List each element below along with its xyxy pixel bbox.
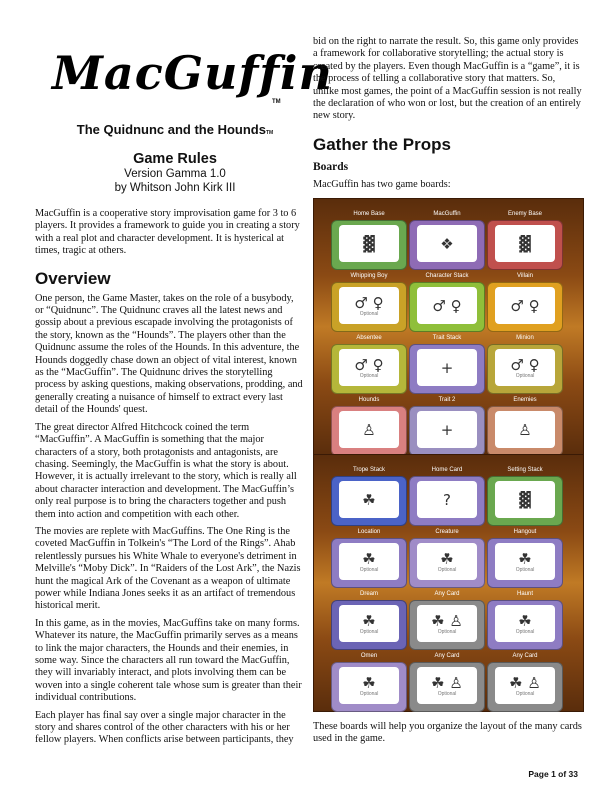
tile-optional-label: Optional bbox=[359, 690, 379, 697]
tile-symbol-icon: ♙ bbox=[362, 420, 376, 439]
tile-card-slot bbox=[339, 287, 399, 324]
tile-card-slot bbox=[495, 605, 555, 642]
tile-card-slot bbox=[339, 225, 399, 262]
tile-label: Hangout bbox=[513, 529, 537, 535]
tile-card-slot bbox=[417, 543, 477, 580]
tile-label: Omen bbox=[360, 653, 378, 659]
tile-card-slot bbox=[339, 349, 399, 386]
tile-optional-label: Optional bbox=[359, 372, 379, 379]
board-tile bbox=[409, 335, 485, 394]
tile-label: Dream bbox=[359, 591, 378, 597]
tile-card-slot bbox=[495, 667, 555, 704]
tile-label: Any Card bbox=[512, 653, 538, 659]
tile-label: Any Card bbox=[434, 653, 460, 659]
board-tile bbox=[487, 335, 563, 394]
board-tile bbox=[487, 529, 563, 588]
tile-card-slot bbox=[495, 349, 555, 386]
tile-card-slot bbox=[495, 481, 555, 518]
props-heading: Gather the Props bbox=[313, 134, 451, 154]
tile-label: Enemies bbox=[513, 397, 537, 403]
board-tile bbox=[409, 211, 485, 270]
overview-paragraph: The great director Alfred Hitchcock coined the term “MacGuffin”. A MacGuffin is something that the major characters of a story, both protagonists and antagonists, are chasing. Seemingly, the MacGuffin is what the story is about. However, it is actually irrelevant to the story, which is really all about character interaction and development. The MacGuffin’s only real purpose is to bring the characters together and push them into action and competition with each other. bbox=[35, 421, 297, 520]
board-tile bbox=[409, 467, 485, 526]
tile-label: MacGuffin bbox=[433, 211, 461, 217]
tile-card-slot bbox=[417, 349, 477, 386]
tile-symbol-icon: + bbox=[440, 420, 454, 439]
tile-optional-label: Optional bbox=[437, 690, 457, 697]
board-tile bbox=[331, 335, 407, 394]
tile-symbol-icon: + bbox=[440, 358, 454, 377]
board-tile bbox=[331, 529, 407, 588]
intro-paragraph: MacGuffin is a cooperative story improvisation game for 3 to 6 players. It provides a framework to guide you in creating a story with a real plot and character development. It is hysterical at times, tragic at others. bbox=[35, 208, 300, 257]
subtitle bbox=[30, 122, 320, 137]
boards-subheading: Boards bbox=[313, 160, 349, 173]
tile-label: Enemy Base bbox=[507, 211, 543, 217]
tile-card-slot bbox=[495, 411, 555, 448]
author-line: by Whitson John Kirk III bbox=[114, 182, 236, 194]
tile-symbol-icon: ▓ bbox=[519, 490, 531, 509]
tile-label: Home Base bbox=[353, 211, 385, 217]
overview-paragraph: In this game, as in the movies, MacGuffins take on many forms. Whatever its nature, the MacGuffin primarily serves as a means to link the major characters, the Hounds and their enemies, in some way. Since the characters all run toward the MacGuffin, they will invariably interact, and plots involving them can be woven into a single coherent tale whose sum is greater than their individual contributions. bbox=[35, 617, 302, 704]
tile-card-slot bbox=[417, 481, 477, 518]
tile-symbol-icon: ▓ bbox=[363, 234, 375, 253]
tile-symbol-icon: ♂ ♀ bbox=[510, 296, 540, 315]
tile-symbol-icon: ♂ ♀ bbox=[354, 293, 384, 312]
tile-optional-label: Optional bbox=[515, 690, 535, 697]
logo-tm-mark: TM bbox=[272, 99, 281, 105]
board-tile bbox=[409, 397, 485, 456]
board-tile bbox=[409, 273, 485, 332]
tile-optional-label: Optional bbox=[359, 566, 379, 573]
tile-card-slot bbox=[417, 667, 477, 704]
tile-symbol-icon: ☘ ♙ bbox=[431, 611, 463, 630]
tile-optional-label: Optional bbox=[359, 310, 379, 317]
tile-label: Absentee bbox=[356, 335, 382, 341]
tile-label: Villain bbox=[517, 273, 533, 279]
tile-optional-label: Optional bbox=[515, 628, 535, 635]
tile-card-slot bbox=[417, 225, 477, 262]
tile-card-slot bbox=[339, 605, 399, 642]
tile-card-slot bbox=[417, 287, 477, 324]
tile-symbol-icon: ❖ bbox=[440, 234, 454, 253]
board-tile bbox=[487, 653, 563, 712]
tile-card-slot bbox=[495, 287, 555, 324]
tile-symbol-icon: ☘ bbox=[440, 549, 454, 568]
tile-card-slot bbox=[495, 543, 555, 580]
board-tile bbox=[487, 397, 563, 456]
board-tile bbox=[331, 397, 407, 456]
tile-label: Trait 2 bbox=[438, 397, 456, 403]
tile-optional-label: Optional bbox=[437, 628, 457, 635]
board-tile bbox=[331, 467, 407, 526]
subtitle-tm: TM bbox=[265, 130, 274, 136]
tile-symbol-icon: ☘ bbox=[362, 490, 376, 509]
board-tile bbox=[409, 653, 485, 712]
tile-symbol-icon: ☘ bbox=[362, 673, 376, 692]
board-tile bbox=[487, 467, 563, 526]
tile-label: Trope Stack bbox=[352, 467, 386, 473]
tile-symbol-icon: ☘ bbox=[362, 611, 376, 630]
board-tile bbox=[331, 211, 407, 270]
overview-paragraph: One person, the Game Master, takes on the role of a busybody, or “Quidnunc”. The Quidnunc craves all the latest news and gossip about a previous escapade involving the protagonists of the story, known as the “Hounds”. The players other than the Quidnunc assume the roles of the Hounds. In this adventure, the Hounds doggedly chase down an object of vital interest, known as the “MacGuffin”. The Quidnunc drives the storytelling process by asking questions, making observations, prodding, and generally creating a nuisance of himself to extract every last detail of the Hounds' quest. bbox=[35, 292, 303, 416]
overview-heading: Overview bbox=[35, 268, 111, 288]
board-tile bbox=[409, 529, 485, 588]
tile-symbol-icon: ☘ ♙ bbox=[431, 673, 463, 692]
tile-card-slot bbox=[495, 225, 555, 262]
tile-card-slot bbox=[339, 667, 399, 704]
boards-outro: These boards will help you organize the layout of the many cards used in the game. bbox=[313, 721, 582, 745]
board-tile bbox=[487, 211, 563, 270]
tile-label: Haunt bbox=[516, 591, 533, 597]
tile-optional-label: Optional bbox=[359, 628, 379, 635]
board-tile bbox=[487, 273, 563, 332]
tile-symbol-icon: ☘ bbox=[362, 549, 376, 568]
tile-optional-label: Optional bbox=[437, 566, 457, 573]
board-tile bbox=[331, 591, 407, 650]
tile-optional-label: Optional bbox=[515, 372, 535, 379]
rules-title: Game Rules bbox=[133, 151, 217, 167]
tile-symbol-icon: ♂ ♀ bbox=[354, 355, 384, 374]
tile-card-slot bbox=[339, 411, 399, 448]
tile-label: Any Card bbox=[434, 591, 460, 597]
overview-paragraph: Each player has final say over a single major character in the story and shares control of the other characters with his or her fellow players. When conflicts arise between participants, they bbox=[35, 709, 294, 746]
tile-label: Setting Stack bbox=[507, 467, 543, 473]
tile-optional-label: Optional bbox=[515, 566, 535, 573]
tile-label: Whipping Boy bbox=[350, 273, 388, 279]
board-tile bbox=[331, 653, 407, 712]
board-tile bbox=[487, 591, 563, 650]
tile-symbol-icon: ♙ bbox=[518, 420, 532, 439]
tile-card-slot bbox=[339, 543, 399, 580]
tile-label: Trait Stack bbox=[432, 335, 462, 341]
tile-symbol-icon: ♂ ♀ bbox=[432, 296, 462, 315]
tile-symbol-icon: ☘ bbox=[518, 611, 532, 630]
logo-wordmark: MacGuffin bbox=[52, 46, 333, 100]
tile-label: Character Stack bbox=[425, 273, 469, 279]
continued-paragraph: bid on the right to narrate the result. So, this game only provides a framework for collaborative storytelling; the actual story is created by the players. Even though MacGuffin is a “game”, it is the process of telling a collaborative story that matters. So, unlike most games, the point of a MacGuffin session is not really the declaration of who won or lost, but the creation of an entirely new story. bbox=[313, 36, 582, 122]
tile-card-slot bbox=[339, 481, 399, 518]
overview-paragraph: The movies are replete with MacGuffins. The One Ring is the coveted MacGuffin in Tolkein's “The Lord of the Rings”. Ahab relentlessly pursues his White Whale to everyone's detriment in Melville's “Moby Dick”. In “Raiders of the Lost Ark”, the Nazis hunt the magical Ark of the Covenant as a weapon of ultimate power while Indiana Jones seeks it as an artifact of tremendous historical merit. bbox=[35, 525, 301, 612]
board-tile bbox=[331, 273, 407, 332]
subtitle-text: The Quidnunc and the Hounds bbox=[76, 122, 266, 137]
tile-symbol-icon: ☘ ♙ bbox=[509, 673, 541, 692]
tile-symbol-icon: ▓ bbox=[519, 234, 531, 253]
tile-symbol-icon: ? bbox=[443, 490, 451, 509]
tile-label: Creature bbox=[435, 529, 459, 535]
tile-label: Minion bbox=[516, 335, 534, 341]
tile-label: Home Card bbox=[431, 467, 463, 473]
tile-card-slot bbox=[417, 411, 477, 448]
tile-symbol-icon: ☘ bbox=[518, 549, 532, 568]
tile-card-slot bbox=[417, 605, 477, 642]
tile-label: Location bbox=[357, 529, 381, 535]
boards-intro: MacGuffin has two game boards: bbox=[313, 178, 451, 190]
page-number: Page 1 of 33 bbox=[528, 769, 578, 779]
board-tile bbox=[409, 591, 485, 650]
tile-symbol-icon: ♂ ♀ bbox=[510, 355, 540, 374]
version-line: Version Gamma 1.0 bbox=[124, 168, 226, 180]
tile-label: Hounds bbox=[358, 397, 380, 403]
